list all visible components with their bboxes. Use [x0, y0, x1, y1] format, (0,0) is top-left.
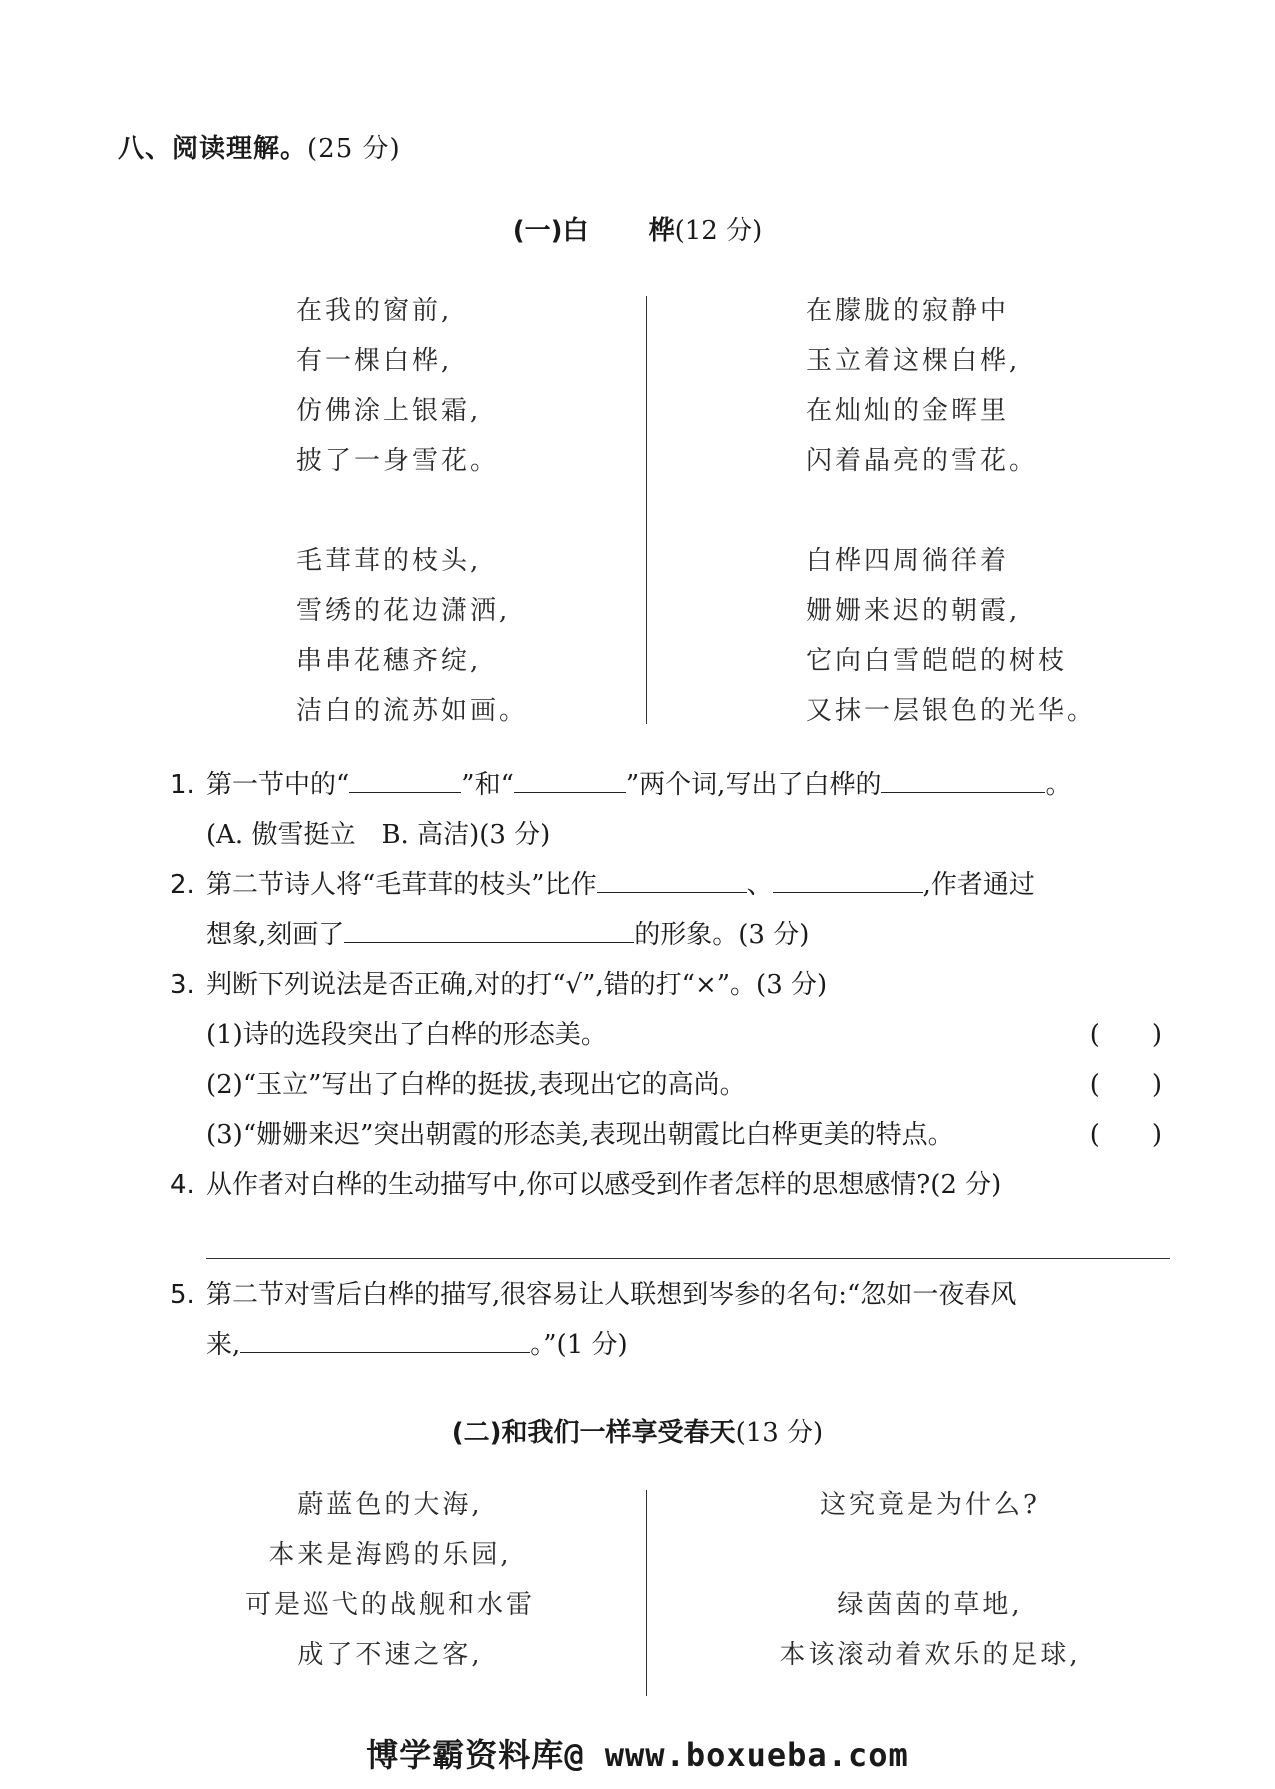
- poem-line: 蔚蓝色的大海,: [297, 1490, 483, 1520]
- poem-line: 它向白雪皑皑的树枝: [806, 646, 1068, 676]
- judgement-item: [170, 1060, 1170, 1110]
- poem-line: 在朦胧的寂静中: [806, 296, 1010, 326]
- poem-line: 毛茸茸的枝头,: [296, 546, 482, 576]
- judgement-item: [170, 1110, 1170, 1160]
- passage1-poem-left: [296, 286, 528, 736]
- poem-column-divider: [646, 1490, 647, 1696]
- answer-blank[interactable]: [773, 862, 923, 893]
- footer-watermark: 博学霸资料库@ www.boxueba.com: [366, 1736, 909, 1774]
- passage1-poem-right: [806, 286, 1096, 736]
- question-text: 。”(1 分): [530, 1330, 628, 1360]
- question-text: ”两个词,写出了白桦的: [625, 770, 882, 800]
- question-number: 2.: [170, 870, 195, 900]
- answer-blank[interactable]: [881, 762, 1045, 793]
- question-5: [170, 1270, 1170, 1370]
- question-text: 想象,刻画了: [206, 920, 345, 950]
- passage2-poem-right: [760, 1480, 1100, 1680]
- poem-line: [760, 1530, 1100, 1580]
- question-text: 第二节诗人将“毛茸茸的枝头”比作: [206, 870, 597, 900]
- answer-parentheses[interactable]: ( ): [1089, 1120, 1162, 1150]
- passage1-points: (12 分): [674, 216, 763, 246]
- question-number: 1.: [170, 770, 195, 800]
- answer-blank[interactable]: [514, 762, 626, 793]
- question-text: 从作者对白桦的生动描写中,你可以感受到作者怎样的思想感情?(2 分): [206, 1170, 1002, 1200]
- poem-line: 洁白的流苏如画。: [296, 696, 529, 726]
- judgement-text: (3)“姗姗来迟”突出朝霞的形态美,表现出朝霞比白桦更美的特点。: [206, 1120, 954, 1150]
- poem-line: 绿茵茵的草地,: [837, 1590, 1023, 1620]
- judgement-text: (1)诗的选段突出了白桦的形态美。: [206, 1020, 607, 1050]
- judgement-text: (2)“玉立”写出了白桦的挺拔,表现出它的高尚。: [206, 1070, 746, 1100]
- question-text: 的形象。(3 分): [634, 920, 810, 950]
- poem-line: 在我的窗前,: [296, 296, 453, 326]
- poem-line: 雪绣的花边潇洒,: [296, 596, 511, 626]
- answer-parentheses[interactable]: ( ): [1089, 1070, 1162, 1100]
- poem-line: 本来是海鸥的乐园,: [268, 1540, 512, 1570]
- question-number: 3.: [170, 970, 195, 1000]
- poem-line: 本该滚动着欢乐的足球,: [779, 1640, 1081, 1670]
- poem-line: 玉立着这棵白桦,: [806, 346, 1021, 376]
- question-text: ,作者通过: [922, 870, 1035, 900]
- question-text: 判断下列说法是否正确,对的打“√”,错的打“×”。(3 分): [206, 970, 828, 1000]
- question-number: 5.: [170, 1280, 195, 1310]
- passage2-points: (13 分): [735, 1418, 824, 1448]
- poem-line: 姗姗来迟的朝霞,: [806, 596, 1021, 626]
- poem-line: 在灿灿的金晖里: [806, 396, 1010, 426]
- answer-blank[interactable]: [349, 762, 461, 793]
- section-points: (25 分): [307, 134, 401, 164]
- poem-line: 成了不速之客,: [297, 1640, 483, 1670]
- judgement-item: [170, 1010, 1170, 1060]
- poem-line: 串串花穗齐绽,: [296, 646, 482, 676]
- passage1-title-a: (一)白: [512, 216, 589, 246]
- poem-line: 白桦四周徜徉着: [806, 546, 1010, 576]
- question-text: 来,: [206, 1330, 241, 1360]
- question-text: 、: [746, 870, 773, 900]
- poem-line: 可是巡弋的战舰和水雷: [244, 1590, 535, 1620]
- section-heading: [118, 128, 401, 165]
- question-text: 第二节对雪后白桦的描写,很容易让人联想到岑参的名句:“忽如一夜春风: [206, 1280, 1017, 1310]
- answer-line[interactable]: [206, 1258, 1170, 1259]
- passage2-title-text: (二)和我们一样享受春天: [451, 1418, 736, 1448]
- answer-blank[interactable]: [344, 912, 634, 943]
- passage2-title: [0, 1412, 1275, 1449]
- poem-line: 有一棵白桦,: [296, 346, 453, 376]
- poem-line: 披了一身雪花。: [296, 446, 500, 476]
- question-4: [170, 1160, 1170, 1210]
- poem-column-divider: [646, 296, 647, 724]
- passage1-title-b: 桦: [648, 216, 675, 246]
- question-options: (A. 傲雪挺立 B. 高洁)(3 分): [206, 820, 551, 850]
- question-text: 。: [1045, 770, 1072, 800]
- poem-line: 这究竟是为什么?: [820, 1490, 1040, 1520]
- poem-line: 仿佛涂上银霜,: [296, 396, 482, 426]
- passage2-poem-left: [240, 1480, 540, 1680]
- section-label: 八、阅读理解。: [118, 134, 308, 164]
- answer-blank[interactable]: [240, 1322, 530, 1353]
- question-text: 第一节中的“: [206, 770, 350, 800]
- answer-parentheses[interactable]: ( ): [1089, 1020, 1162, 1050]
- question-text: ”和“: [461, 770, 514, 800]
- question-number: 4.: [170, 1170, 195, 1200]
- question-3: [170, 960, 1170, 1160]
- question-2: [170, 860, 1170, 960]
- poem-line: 闪着晶亮的雪花。: [806, 446, 1039, 476]
- poem-line: 又抹一层银色的光华。: [806, 696, 1097, 726]
- passage1-title: [0, 210, 1275, 247]
- question-1: [170, 760, 1170, 860]
- answer-blank[interactable]: [597, 862, 747, 893]
